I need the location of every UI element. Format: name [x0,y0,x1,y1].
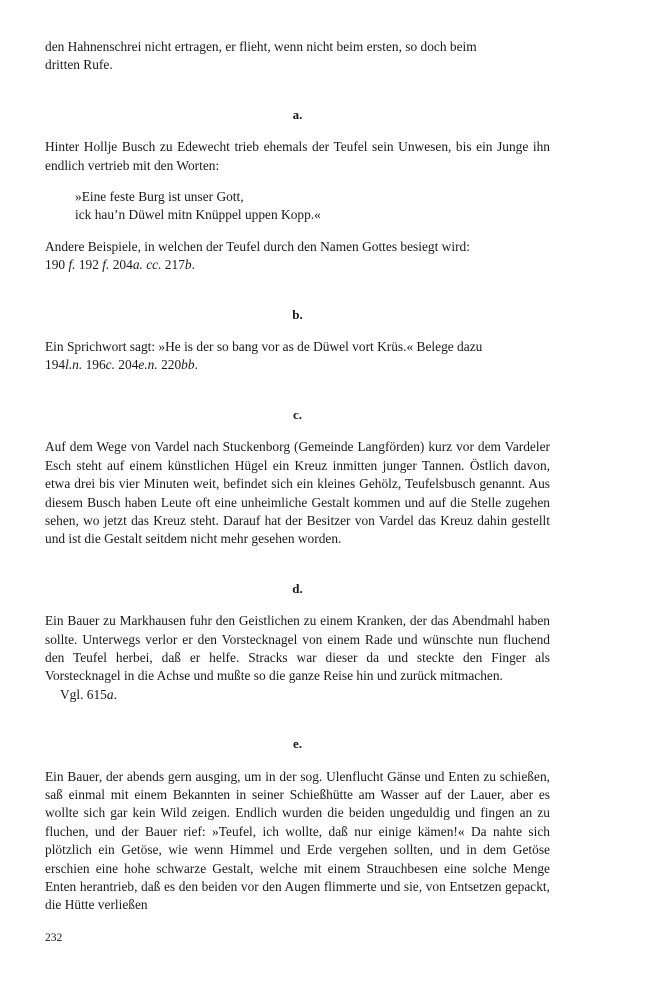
ref-number: 204 [114,357,139,373]
ref-period: . [113,686,117,702]
ref-suffix: f. [68,257,76,273]
section-b-heading: b. [292,306,303,322]
section-b-line-1: Ein Sprichwort sagt: »He is der so bang vor as de Düwel vort Krüs.« Belege dazu [45,339,483,355]
ref-suffix: f. [102,257,110,273]
section-d-paragraph: Ein Bauer zu Markhausen fuhr den Geistlichen zu einem Kranken, der das Abendmahl haben sollte. Unterwegs verlor er den Vorstecknagel von einem Rade und wünschte nun fluchend den Teufel herbei, daß er helfe. Stracks war dieser da und steckte den Finger als Vorstecknagel in die Achse und mußte so die ganze Reise hin und zurück mitmachen. [45,613,550,684]
ref-suffix: bb [181,357,195,373]
verse-line-2: ick hau’n Düwel mitn Knüppel uppen Kopp.« [75,207,321,223]
section-c-heading: c. [292,406,303,422]
ref-period: . [194,357,198,373]
page-number: 232 [45,932,63,944]
section-b-paragraph [45,338,550,375]
ref-number: 204 [109,257,133,273]
ref-suffix: a [106,686,114,702]
intro-paragraph [45,38,550,75]
section-a-paragraph: Hinter Hollje Busch zu Edewecht trieb ehemals der Teufel sein Unwesen, bis ein Junge ihn endlich vertrieb mit den Worten: [45,139,550,173]
page-body [45,38,550,915]
references-line-1: Andere Beispiele, in welchen der Teufel durch den Namen Gottes besiegt wird: [45,238,470,254]
ref-suffix: c. [105,357,115,373]
section-d-heading: d. [292,580,303,596]
section-e-heading: e. [292,736,303,752]
section-c-paragraph: Auf dem Wege von Vardel nach Stuckenborg (Gemeinde Langförden) kurz vor dem Vardeler Esch steht auf einem künstlichen Hügel ein Kreuz inmitten junger Tannen. Östlich davon, etwa drei bis vier Minuten weit, befindet sich ein kleines Gehölz, Teufelsbusch genannt. Aus diesem Busch haben Leute oft eine unheimliche Gestalt kommen und auf die Stelle zugehen sehen, wo jetzt das Kreuz steht. Darauf hat der Besitzer von Vardel das Kreuz dahin gestellt und ist die Gestalt seitdem nicht mehr gesehen worden. [45,439,550,547]
ref-number: 194 [45,357,66,373]
verse-line-1: »Eine feste Burg ist unser Gott, [75,189,244,205]
intro-line-1: den Hahnenschrei nicht ertragen, er flieht, wenn nicht beim ersten, so doch beim [45,39,477,54]
ref-number: Vgl. 615 [60,686,107,702]
section-a-references [45,238,550,275]
ref-number: 196 [82,357,106,373]
section-a-verse [75,188,550,225]
ref-suffix: l.n. [65,357,83,373]
section-d-reference [45,686,550,704]
ref-number: 217 [161,257,185,273]
intro-line-2: dritten Rufe. [45,57,113,73]
ref-number: 192 [75,257,103,273]
section-a-heading: a. [292,106,303,122]
ref-period: . [191,257,195,273]
ref-number: 190 [45,257,69,273]
ref-suffix: e.n. [138,357,158,373]
ref-number: 220 [157,357,182,373]
section-e-paragraph: Ein Bauer, der abends gern ausging, um in der sog. Ulenflucht Gänse und Enten zu schießen, saß einmal mit einem Bekannten in seiner Schießhütte am Wasser auf der Lauer, aber es wollte sich gar kein Wild zeigen. Endlich wurden die beiden ungeduldig und fingen an zu fluchen, und der Bauer rief: »Teufel, ich wollte, daß nur einige kämen!« Da nahte sich plötzlich ein Getöse, wie wenn Himmel und Erde vergehen sollten, und in dem Getöse erschien eine hohe schwarze Gestalt, welche mit einem Strauchbesen eine solche Menge Enten herantrieb, daß es den beiden vor den Augen flimmerte und sie, von Entsetzen gepackt, die Hütte verließen [45,768,550,913]
ref-suffix: a. cc. [132,257,162,273]
ref-suffix: b [184,257,192,273]
